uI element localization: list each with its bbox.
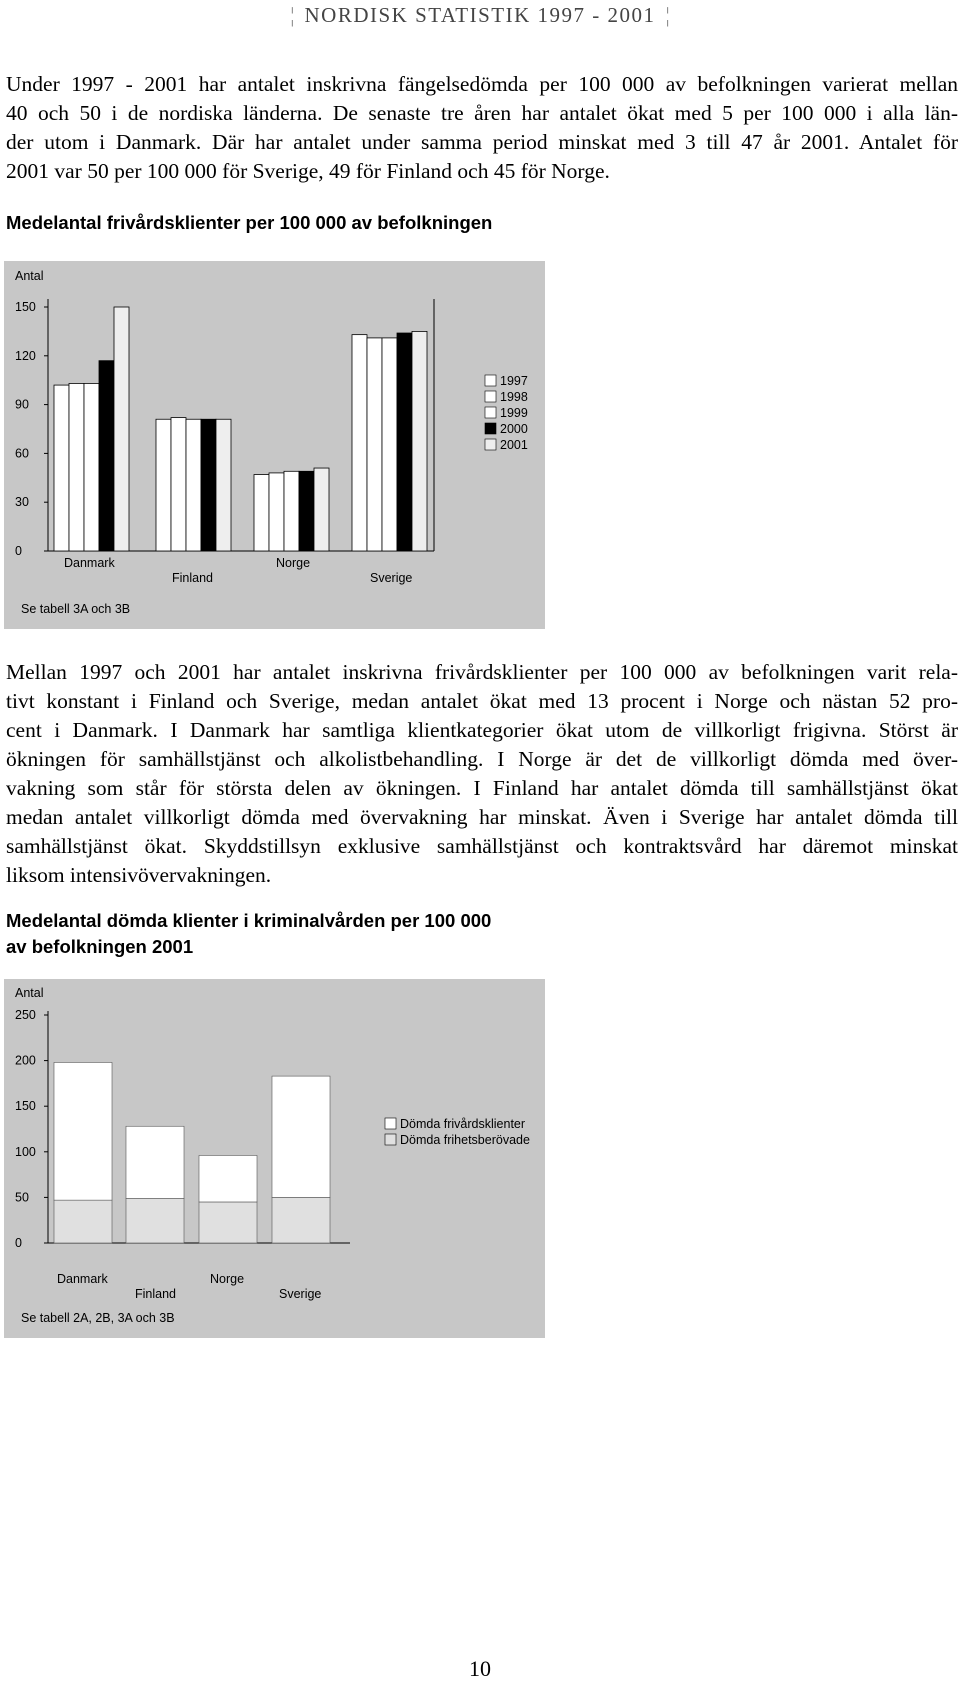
y-tick-label: 30 xyxy=(15,495,29,510)
legend-swatch xyxy=(385,1134,396,1145)
bar-finland-dömda-frihetsberövade xyxy=(126,1198,184,1243)
header-bar-right: ¦ xyxy=(665,3,670,27)
legend-label: Dömda frihetsberövade xyxy=(400,1133,530,1147)
bar-danmark-1999 xyxy=(84,383,99,551)
y-tick-label: 150 xyxy=(15,300,36,314)
bar-norge-2001 xyxy=(314,468,329,551)
legend-label: 1998 xyxy=(500,390,528,404)
y-tick-label: 100 xyxy=(15,1144,36,1159)
y-tick-label: 0 xyxy=(15,1236,22,1250)
bar-sverige-dömda-frivårdsklienter xyxy=(272,1076,330,1197)
legend-swatch xyxy=(485,423,496,434)
chart2-svg xyxy=(4,979,545,1338)
header-title: NORDISK STATISTIK 1997 - 2001 xyxy=(304,3,656,27)
legend-swatch xyxy=(485,439,496,450)
bar-finland-1998 xyxy=(171,418,186,551)
bar-sverige-2000 xyxy=(397,333,412,551)
legend-swatch xyxy=(485,391,496,402)
bar-norge-dömda-frihetsberövade xyxy=(199,1202,257,1243)
y-tick-label: 250 xyxy=(15,1008,36,1022)
x-tick-label: Finland xyxy=(172,571,213,585)
paragraph-probation xyxy=(6,658,958,890)
chart1-title: Medelantal frivårdsklienter per 100 000 av befolkningen xyxy=(6,212,493,233)
chart1-svg xyxy=(4,261,545,629)
bar-danmark-1998 xyxy=(69,383,84,551)
chart2-title-line: Medelantal dömda klienter i kriminalvården per 100 000 xyxy=(6,910,492,931)
bar-finland-dömda-frivårdsklienter xyxy=(126,1126,184,1198)
text-line: Mellan 1997 och 2001 har antalet inskrivna frivårdsklienter per 100 000 av befolkningen varit rela- xyxy=(6,660,958,684)
x-tick-label: Danmark xyxy=(64,556,115,570)
bar-finland-1999 xyxy=(186,419,201,551)
text-line: liksom intensivövervakningen. xyxy=(6,863,272,887)
text-line: vakning som står för största delen av ökningen. I Finland har antalet dömda till samhällstjänst ökat xyxy=(6,776,958,800)
text-line: der utom i Danmark. Där har antalet under samma period minskat med 3 till 47 år 2001. Antalet för xyxy=(6,130,958,154)
bar-finland-1997 xyxy=(156,419,171,551)
legend-label: 1997 xyxy=(500,374,528,388)
y-tick-label: 60 xyxy=(15,446,29,461)
y-tick-label: 120 xyxy=(15,348,36,363)
bar-danmark-dömda-frivårdsklienter xyxy=(54,1062,112,1200)
legend-swatch xyxy=(385,1118,396,1129)
y-tick-label: 0 xyxy=(15,544,22,558)
bar-norge-1997 xyxy=(254,475,269,551)
bar-sverige-dömda-frihetsberövade xyxy=(272,1197,330,1243)
bar-norge-2000 xyxy=(299,471,314,551)
legend-swatch xyxy=(485,375,496,386)
chart2-title xyxy=(6,908,491,960)
page-number: 10 xyxy=(469,1656,491,1681)
text-line: samhällstjänst ökat. Skyddstillsyn exklusive samhällstjänst och kontraktsvård har däremot minskat xyxy=(6,834,958,858)
text-line: medan antalet villkorligt dömda med övervakning har minskat. Även i Sverige har antalet dömda till xyxy=(6,805,958,829)
bar-sverige-1997 xyxy=(352,335,367,551)
bar-sverige-1999 xyxy=(382,338,397,551)
chart2-title-line: av befolkningen 2001 xyxy=(6,936,194,957)
x-tick-label: Norge xyxy=(210,1272,245,1286)
y-axis-label: Antal xyxy=(15,269,44,283)
header-bar-left: ¦ xyxy=(290,3,295,27)
bar-finland-2000 xyxy=(201,419,216,551)
bar-danmark-2001 xyxy=(114,307,129,551)
source-note: Se tabell 2A, 2B, 3A och 3B xyxy=(21,1311,175,1325)
legend-swatch xyxy=(485,407,496,418)
source-note: Se tabell 3A och 3B xyxy=(21,602,131,616)
text-line: 40 och 50 i de nordiska länderna. De senaste tre åren har antalet ökat med 5 per 100 000 i alla län- xyxy=(6,101,958,125)
bar-danmark-1997 xyxy=(54,385,69,551)
x-tick-label: Sverige xyxy=(370,571,413,585)
bar-norge-dömda-frivårdsklienter xyxy=(199,1155,257,1202)
text-line: cent i Danmark. I Danmark har samtliga klientkategorier ökat utom de villkorligt frigivna. Störst är xyxy=(6,718,958,742)
bar-danmark-2000 xyxy=(99,361,114,551)
text-line: Under 1997 - 2001 har antalet inskrivna fängelsedömda per 100 000 av befolkningen varierat mellan xyxy=(6,72,958,96)
chart2 xyxy=(4,979,545,1338)
legend-label: 1999 xyxy=(500,406,528,420)
text-line: tivt konstant i Finland och Sverige, medan antalet ökat med 13 procent i Norge och nästan 52 pro- xyxy=(6,689,958,713)
text-line: 2001 var 50 per 100 000 för Sverige, 49 för Finland och 45 för Norge. xyxy=(6,159,610,183)
y-tick-label: 50 xyxy=(15,1190,29,1205)
x-tick-label: Norge xyxy=(276,556,311,570)
y-tick-label: 90 xyxy=(15,397,29,412)
y-tick-label: 200 xyxy=(15,1053,36,1068)
legend-label: 2001 xyxy=(500,438,528,452)
x-tick-label: Finland xyxy=(135,1287,176,1301)
y-axis-label: Antal xyxy=(15,986,44,1000)
bar-danmark-dömda-frihetsberövade xyxy=(54,1200,112,1243)
chart1 xyxy=(4,261,545,629)
running-header xyxy=(0,2,960,28)
bar-norge-1999 xyxy=(284,471,299,551)
legend-label: 2000 xyxy=(500,422,528,436)
bar-sverige-2001 xyxy=(412,331,427,551)
bar-finland-2001 xyxy=(216,419,231,551)
bar-norge-1998 xyxy=(269,473,284,551)
legend-label: Dömda frivårdsklienter xyxy=(400,1117,526,1131)
bar-sverige-1998 xyxy=(367,338,382,551)
text-line: ökningen för samhällstjänst och alkolistbehandling. I Norge är det de villkorligt dömda med över- xyxy=(6,747,958,771)
x-tick-label: Sverige xyxy=(279,1287,322,1301)
x-tick-label: Danmark xyxy=(57,1272,108,1286)
y-tick-label: 150 xyxy=(15,1099,36,1114)
paragraph-prison xyxy=(6,70,958,186)
